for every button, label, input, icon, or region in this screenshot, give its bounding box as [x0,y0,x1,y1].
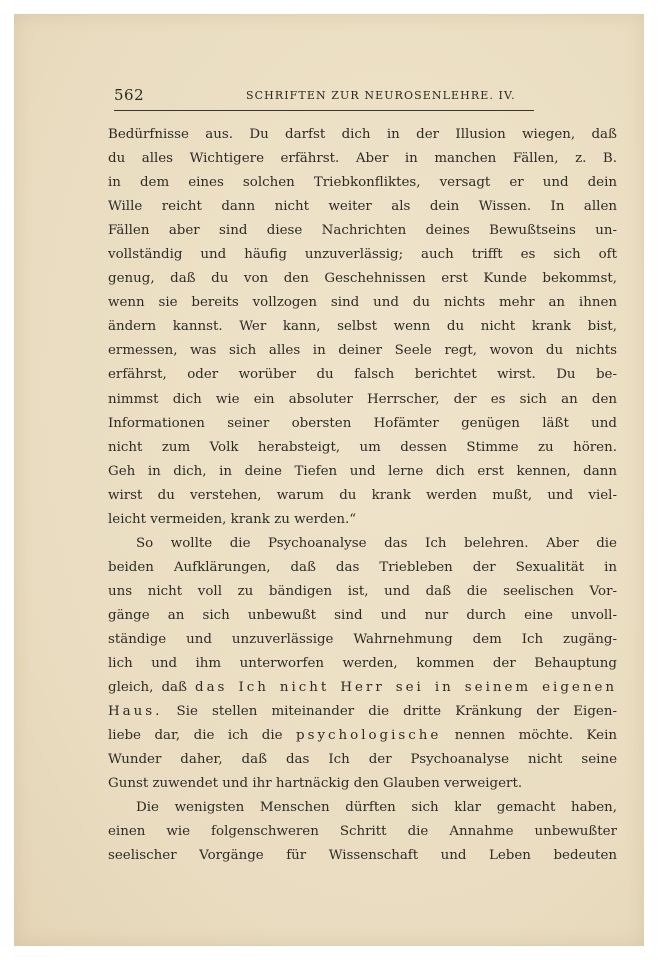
spaced-emphasis: psychologische [296,728,442,744]
text-line-paragraph-start: Die wenigsten Menschen dürften sich klar gemacht haben, [136,800,617,816]
text-line: Bedürfnisse aus. Du darfst dich in der Illusion wiegen, daß [108,127,617,142]
text-line-emphasis [108,676,617,700]
text-line: nimmst dich wie ein absoluter Herrscher, der es sich an den [108,391,617,407]
line-text: liebe dar, die ich die [108,728,296,744]
text-line: wenn sie bereits vollzogen sind und du nichts mehr an ihnen [108,295,617,311]
text-line: Wunder daher, daß das Ich der Psychoanalyse nicht seine [108,752,617,768]
book-page [14,14,644,946]
text-line: genug, daß du von den Geschehnissen erst Kunde bekommst, [108,271,617,287]
text-line: erfährst, oder worüber du falsch berichtet wirst. Du be- [108,367,617,383]
text-line-paragraph-end: leicht vermeiden, krank zu werden.“ [108,511,357,527]
text-line: beiden Aufklärungen, daß das Triebleben der Sexualität in [108,559,617,575]
text-line: in dem eines solchen Triebkonfliktes, versagt er und dein [108,175,617,191]
text-line: nicht zum Volk herabsteigt, um dessen Stimme zu hören. [108,439,617,455]
text-line: ändern kannst. Wer kann, selbst wenn du nicht krank bist, [108,319,617,335]
running-head [114,84,534,111]
text-line: gänge an sich unbewußt sind und nur durch eine unvoll- [108,607,617,623]
page-number: 562 [114,86,145,104]
text-line: uns nicht voll zu bändigen ist, und daß die seelischen Vor- [108,583,617,599]
text-line-emphasis [108,700,617,724]
text-line: Informationen seiner obersten Hofämter genügen läßt und [108,415,617,431]
line-text: Sie stellen miteinander die dritte Kränkung der Eigen- [162,704,617,720]
text-line: wirst du verstehen, warum du krank werden mußt, und viel- [108,487,617,503]
text-line: du alles Wichtigere erfährst. Aber in manchen Fällen, z. B. [108,151,617,167]
text-line-emphasis [108,724,617,748]
text-line: Geh in dich, in deine Tiefen und lerne dich erst kennen, dann [108,463,617,479]
line-text: gleich, daß [108,680,195,696]
text-line: Fällen aber sind diese Nachrichten deines Bewußtseins un- [108,223,617,239]
line-text: nennen möchte. Kein [441,728,617,744]
text-line: einen wie folgenschweren Schritt die Annahme unbewußter [108,824,617,840]
body-text [108,123,617,868]
spaced-emphasis: das Ich nicht Herr sei in seinem eigenen [195,680,617,696]
text-line: ständige und unzuverlässige Wahrnehmung dem Ich zugäng- [108,631,617,647]
spaced-emphasis: Haus. [108,704,163,720]
text-line: seelischer Vorgänge für Wissenschaft und Leben bedeuten [108,848,617,864]
text-line: ermessen, was sich alles in deiner Seele regt, wovon du nichts [108,343,617,359]
running-title: SCHRIFTEN ZUR NEUROSENLEHRE. IV. [246,89,516,102]
text-line: vollständig und häufig unzuverlässig; auch trifft es sich oft [108,247,617,263]
text-line: Wille reicht dann nicht weiter als dein Wissen. In allen [108,199,617,215]
text-line: lich und ihm unterworfen werden, kommen der Behauptung [108,656,617,672]
text-line-paragraph-start: So wollte die Psychoanalyse das Ich belehren. Aber die [136,535,617,551]
text-line-paragraph-end: Gunst zuwendet und ihr hartnäckig den Glauben verweigert. [108,776,523,792]
